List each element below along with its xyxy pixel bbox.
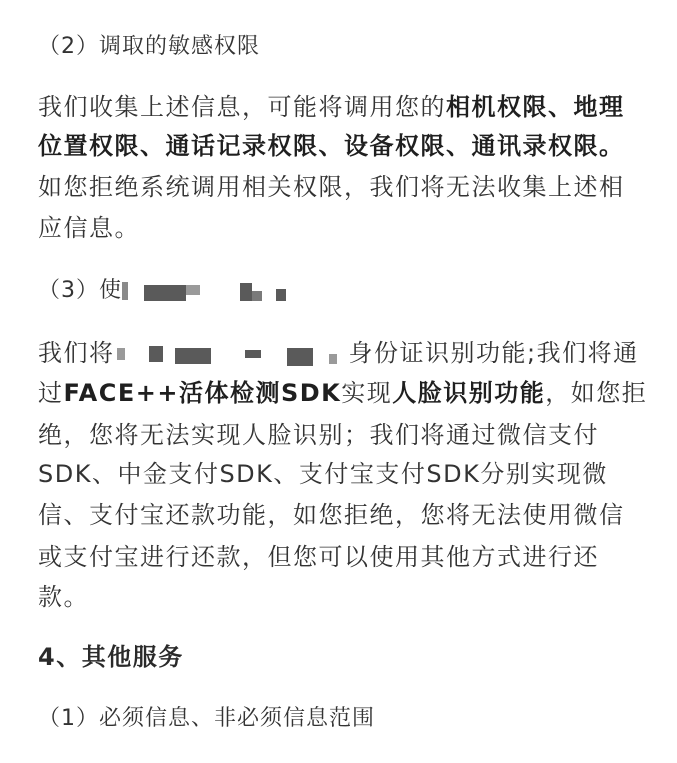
section-3-text-post: 身份证识别功能;我们将通: [348, 339, 639, 367]
section-4-1-title: （1）必须信息、非必须信息范围: [38, 706, 375, 731]
section-3-title: [38, 276, 297, 306]
section-3-paragraph-line-3: 绝，您将无法实现人脸识别；我们将通过微信支付: [38, 421, 599, 449]
section-3-paragraph-line-5: 信、支付宝还款功能，如您拒绝，您将无法使用微信: [38, 501, 625, 529]
section-3-text: 实现: [341, 379, 393, 407]
section-2-paragraph-line-3: 如您拒绝系统调用相关权限，我们将无法收集上述相: [38, 173, 625, 201]
section-3-paragraph-line-4: SDK、中金支付SDK、支付宝支付SDK分别实现微: [38, 460, 608, 488]
section-2-title: （2）调取的敏感权限: [38, 34, 260, 59]
section-3-text: ，如您拒: [545, 379, 648, 407]
section-3-bold-face-recognition: 人脸识别功能: [392, 379, 546, 407]
section-2-bold-permissions-cont: 位置权限、通话记录权限、设备权限、通讯录权限。: [38, 132, 625, 160]
section-2-paragraph-line-4: 应信息。: [38, 214, 140, 242]
section-3-paragraph-line-6: 或支付宝进行还款，但您可以使用其他方式进行还: [38, 543, 599, 571]
section-2-bold-permissions: 相机权限、地理: [446, 93, 625, 121]
section-2-paragraph-line-2: [38, 131, 625, 161]
section-3-text-pre: 我们将: [38, 339, 115, 367]
section-3-paragraph-line-2: [38, 378, 647, 408]
section-3-paragraph-line-1: [38, 338, 639, 368]
section-3-title-visible: （3）使: [38, 278, 122, 303]
section-2-text: 我们收集上述信息，可能将调用您的: [38, 93, 446, 121]
redaction-mosaic: [115, 342, 349, 366]
redaction-mosaic: [122, 279, 297, 303]
section-3-text: 过: [38, 379, 64, 407]
section-2-paragraph-line-1: [38, 92, 625, 122]
section-3-bold-sdk: FACE++活体检测SDK: [63, 379, 342, 407]
section-4-heading: 4、其他服务: [38, 643, 184, 671]
section-3-paragraph-line-7: 款。: [38, 583, 89, 611]
